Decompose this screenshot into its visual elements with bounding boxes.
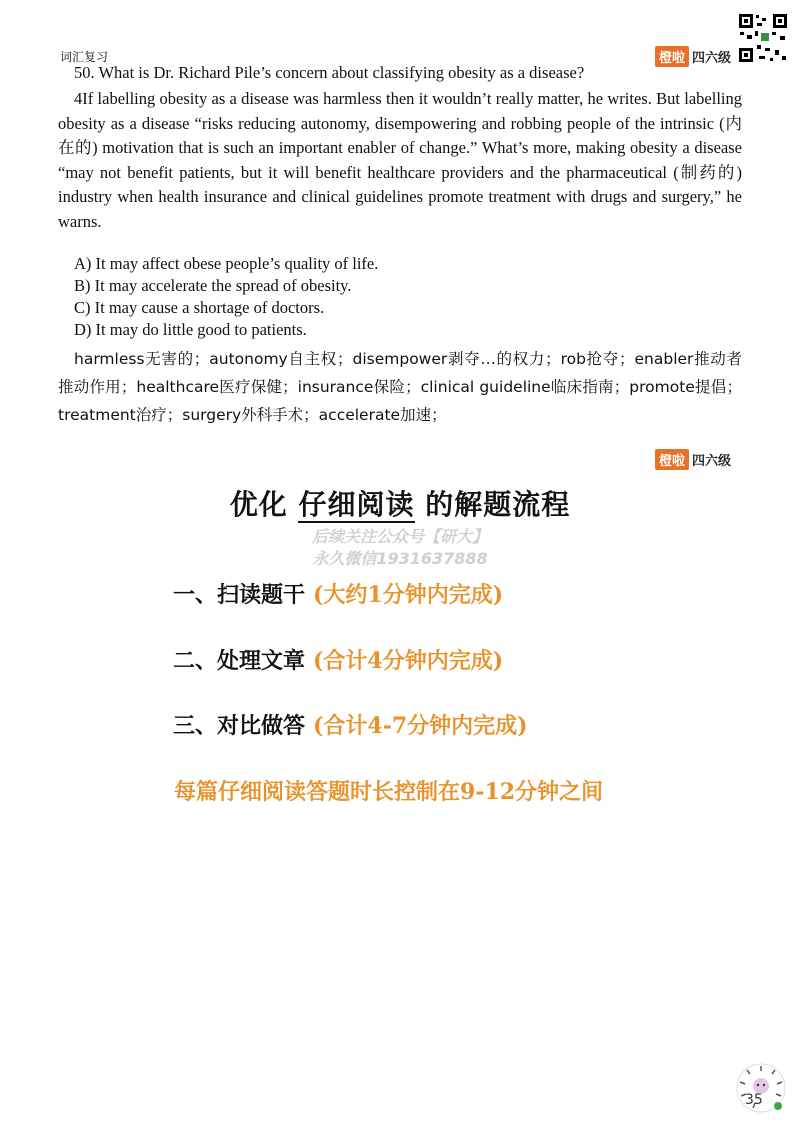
step-label: 一、扫读题干 (173, 582, 306, 608)
watermark-line-1: 后续关注公众号【研大】 (311, 527, 488, 546)
step-1 (173, 578, 503, 609)
step-2 (173, 644, 503, 675)
vocabulary-list: harmless无害的；autonomy自主权；disempower剥夺…的权力；rob抢夺；enabler推动者推动作用；healthcare医疗保健；insurance保险；clinical guideline临床指南；promote提倡；treatment治疗；surgery外科手术；accelerate加速； (58, 350, 742, 424)
step-note: (大约1分钟内完成) (313, 582, 504, 608)
step-3 (173, 709, 528, 740)
page-number-badge (735, 1062, 787, 1114)
option-b: B) It may accelerate the spread of obesity. (74, 276, 352, 295)
page-number: 35 (745, 1092, 763, 1108)
title-underlined: 仔细阅读 (298, 488, 415, 521)
brand-badge-top (655, 46, 731, 67)
title-prefix: 优化 (229, 488, 299, 521)
brand-badge-mid (655, 449, 731, 470)
section-title (0, 483, 800, 523)
step-label: 三、对比做答 (173, 713, 306, 739)
qr-code-icon (737, 12, 789, 64)
brand-tag: 橙啦 (655, 449, 689, 470)
header-left-label: 词汇复习 (60, 50, 109, 64)
option-a: A) It may affect obese people’s quality of life. (74, 254, 379, 273)
question-stem: 50. What is Dr. Richard Pile’s concern about classifying obesity as a disease? (74, 63, 585, 82)
option-c: C) It may cause a shortage of doctors. (74, 298, 325, 317)
time-tip: 每篇仔细阅读答题时长控制在9-12分钟之间 (174, 779, 604, 805)
option-d: D) It may do little good to patients. (74, 320, 307, 339)
watermark-line-2: 永久微信1931637888 (312, 549, 488, 568)
passage-paragraph: 4If labelling obesity as a disease was harmless then it wouldn’t really matter, he writes. But labelling obesity as a disease “risks reducing autonomy, disempowering and robbing people of the intrinsic (内在的) motivation that is such an important enabler of change.” What’s more, making obesity a disease “may not benefit patients, but it will benefit healthcare providers and the pharmaceutical (制药的) industry when health insurance and clinical guidelines promote treatment with drugs and surgery,” he warns. (58, 89, 742, 231)
title-suffix: 的解题流程 (414, 488, 571, 521)
brand-tag: 橙啦 (655, 46, 689, 67)
brand-level: 四六级 (692, 51, 732, 66)
step-label: 二、处理文章 (173, 648, 306, 674)
step-note: (合计4分钟内完成) (313, 648, 504, 674)
brand-level: 四六级 (692, 454, 732, 469)
step-note: (合计4-7分钟内完成) (313, 713, 528, 739)
